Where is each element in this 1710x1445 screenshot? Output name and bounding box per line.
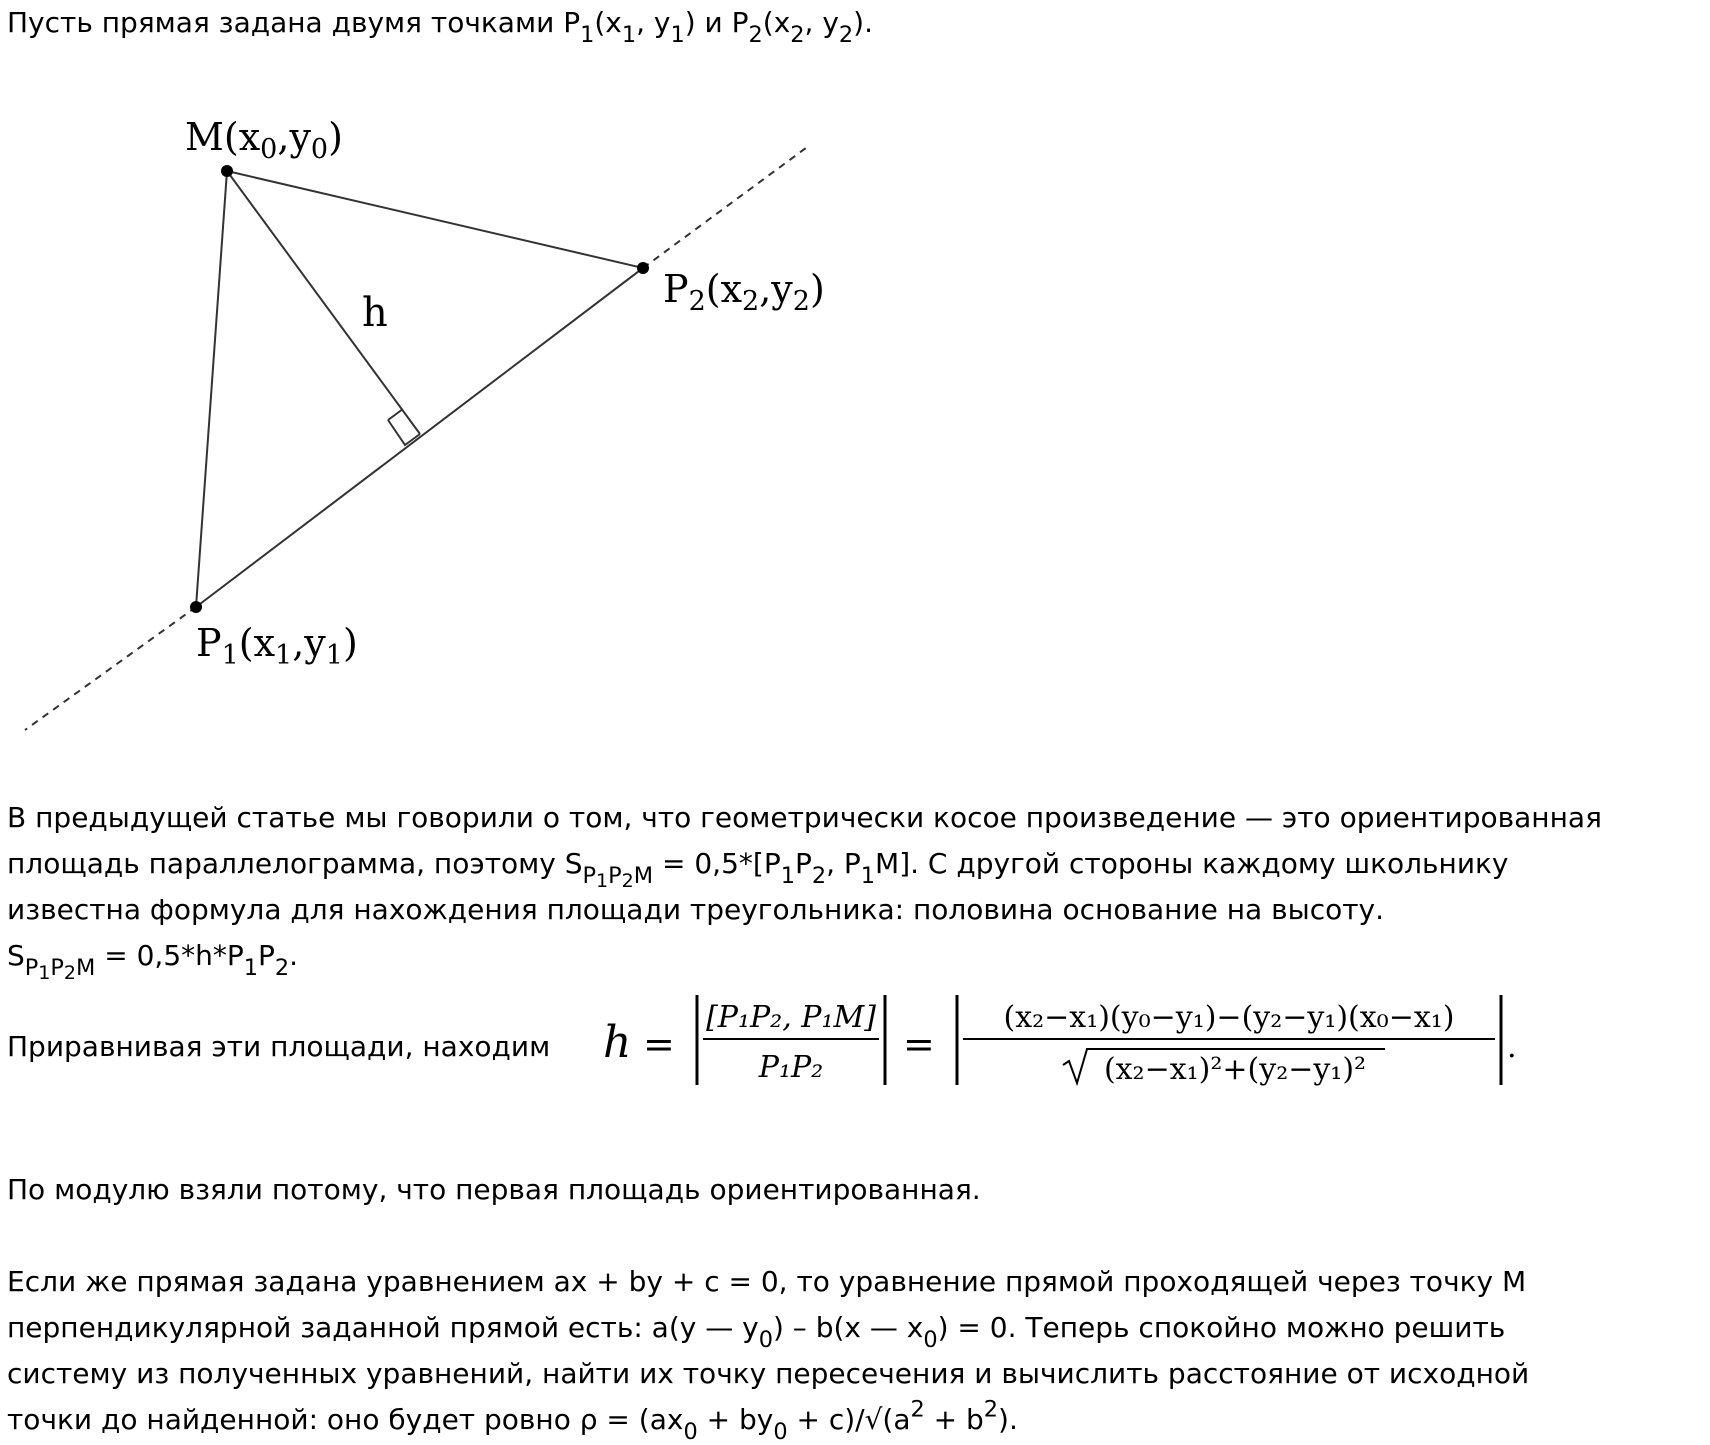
- formula-eq2: =: [903, 1022, 935, 1066]
- height-line: [227, 171, 420, 434]
- point-m: [221, 165, 233, 177]
- distance-formula: [595, 985, 1535, 1100]
- para1-line3: известна формула для нахождения площади треугольника: половина основание на высоту.: [7, 893, 1385, 926]
- segment-p1-p2: [196, 268, 643, 607]
- segment-m-p2: [227, 171, 643, 268]
- fraction2-denominator: (x₂−x₁)²+(y₂−y₁)²: [1103, 1052, 1367, 1087]
- para3-line3: систему из полученных уравнений, найти их точку пересечения и вычислить расстояние от исходной: [7, 1357, 1530, 1390]
- point-p2: [637, 262, 649, 274]
- segment-m-p1: [196, 171, 227, 607]
- formula-eq1: =: [643, 1022, 675, 1066]
- point-p1: [190, 601, 202, 613]
- formula-lead: Приравнивая эти площади, находим: [7, 1030, 551, 1063]
- area-subscript: P1P2M: [582, 863, 654, 892]
- fraction1-numerator: [P₁P₂, P₁M]: [706, 1000, 876, 1035]
- fraction2-numerator: (x₂−x₁)(y₀−y₁)−(y₂−y₁)(x₀−x₁): [1003, 1000, 1455, 1035]
- para1-line2: площадь параллелограмма, поэтому $S_{P_1P_2M} = 0,5*[P_1P_2$, $P_1M$]. С другой стороны каждому школьнику: [7, 847, 1509, 892]
- para3-line1: Если же прямая задана уравнением ax + by + c = 0, то уравнение прямой проходящей через точку M: [7, 1265, 1527, 1298]
- label-p2: $P_2(x_2,y_2)$: [663, 267, 825, 317]
- para3-line4: точки до найденной: оно будет ровно $\rho = (ax_0 + by_0 + c)/√(a^2 + b^2)$.: [7, 1396, 1018, 1445]
- para2: По модулю взяли потому, что первая площадь ориентированная.: [7, 1173, 981, 1206]
- para1-line4: $S_{P_1P_2M} = 0,5*h*P_1P_2$.: [7, 939, 299, 984]
- formula-h: h: [603, 1017, 632, 1068]
- formula-period: .: [1507, 1030, 1517, 1065]
- line-extension-upper: [643, 145, 810, 268]
- line-extension-lower: [25, 607, 196, 730]
- label-m: $M(x_0,y_0)$: [185, 115, 343, 165]
- right-angle-top: [388, 409, 403, 420]
- fraction1-denominator: P₁P₂: [758, 1050, 824, 1085]
- label-h: h: [362, 290, 388, 336]
- para1-line1: В предыдущей статье мы говорили о том, что геометрически косое произведение — это ориентированная: [7, 801, 1602, 834]
- label-p1: $P_1(x_1,y_1)$: [196, 621, 358, 671]
- area-subscript-2: P1P2M: [24, 955, 96, 984]
- para3-line2: перпендикулярной заданной прямой есть: a(y — $y_0) - b(x$ — $x_0) = 0$. Теперь спокойно можно решить: [7, 1311, 1506, 1354]
- triangle-figure: [0, 100, 880, 750]
- intro-line: Пусть прямая задана двумя точками $P_1(x_1$, $y_1$) и $P_2(x_2$, $y_2$).: [7, 6, 873, 49]
